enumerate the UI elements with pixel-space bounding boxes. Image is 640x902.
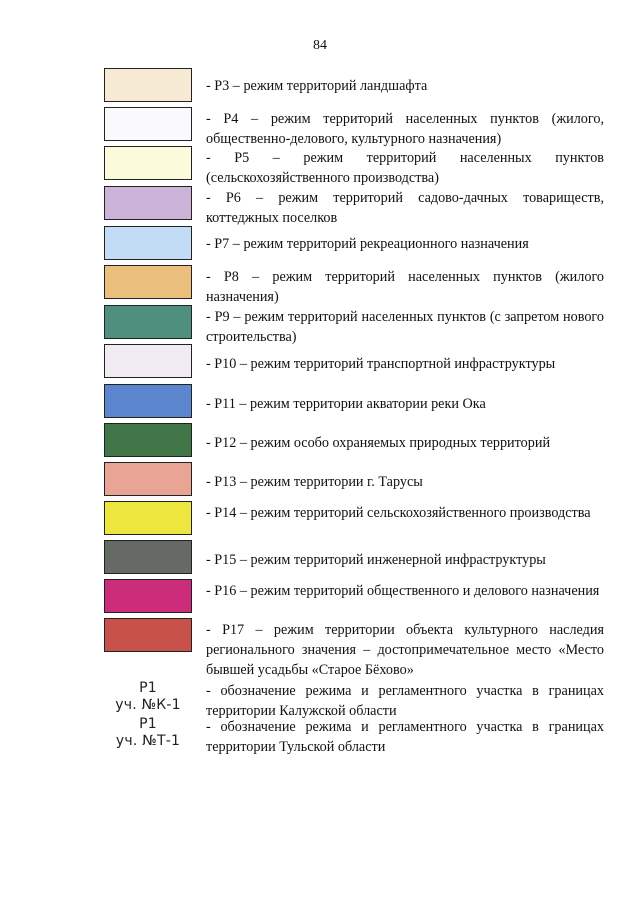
legend-description: - обозначение режима и регламентного участка в границах территории Тульской области bbox=[206, 719, 604, 755]
plot-number-label: уч. №Т-1 bbox=[115, 733, 181, 749]
legend-description: - Р6 – режим территорий садово-дачных товариществ, коттеджных поселков bbox=[206, 190, 604, 226]
regime-label: Р1 bbox=[139, 680, 157, 696]
color-swatch bbox=[104, 68, 192, 102]
color-swatch bbox=[104, 579, 192, 613]
color-swatch bbox=[104, 226, 192, 260]
legend-description: - Р15 – режим территорий инженерной инфраструктуры bbox=[206, 552, 546, 568]
color-swatch bbox=[104, 107, 192, 141]
legend-description: - Р11 – режим территории акватории реки Ока bbox=[206, 396, 486, 412]
color-swatch bbox=[104, 618, 192, 652]
legend-description: - Р13 – режим территории г. Тарусы bbox=[206, 474, 423, 490]
color-swatch bbox=[104, 186, 192, 220]
plot-number-label: уч. №К-1 bbox=[115, 697, 181, 713]
color-swatch bbox=[104, 265, 192, 299]
color-swatch bbox=[104, 423, 192, 457]
legend-description: - Р16 – режим территорий общественного и делового назначения bbox=[206, 583, 600, 599]
color-swatch bbox=[104, 540, 192, 574]
color-swatch bbox=[104, 146, 192, 180]
color-swatch bbox=[104, 462, 192, 496]
legend-description: - Р9 – режим территорий населенных пунктов (с запретом нового строительства) bbox=[206, 309, 604, 345]
legend-description: - Р17 – режим территории объекта культурного наследия регионального значения – достопримечательное место «Место бывшей усадьбы «Старое Бёхово» bbox=[206, 622, 604, 678]
legend-description: - Р10 – режим территорий транспортной инфраструктуры bbox=[206, 356, 556, 372]
color-swatch bbox=[104, 344, 192, 378]
legend-description: - Р8 – режим территорий населенных пунктов (жилого назначения) bbox=[206, 269, 604, 305]
legend-description: - Р4 – режим территорий населенных пунктов (жилого, общественно-делового, культурного назначения) bbox=[206, 111, 604, 147]
legend-description: - Р3 – режим территорий ландшафта bbox=[206, 78, 428, 94]
color-swatch bbox=[104, 305, 192, 339]
legend-description: - обозначение режима и регламентного участка в границах территории Калужской области bbox=[206, 683, 604, 719]
page-number: 84 bbox=[313, 38, 327, 53]
color-swatch bbox=[104, 384, 192, 418]
legend-description: - Р14 – режим территорий сельскохозяйственного производства bbox=[206, 505, 591, 521]
regime-label: Р1 bbox=[139, 716, 157, 732]
color-swatch bbox=[104, 501, 192, 535]
legend-description: - Р7 – режим территорий рекреационного назначения bbox=[206, 236, 529, 252]
legend-description: - Р12 – режим особо охраняемых природных территорий bbox=[206, 435, 551, 451]
legend-description: - Р5 – режим территорий населенных пунктов (сельскохозяйственного производства) bbox=[206, 150, 604, 186]
